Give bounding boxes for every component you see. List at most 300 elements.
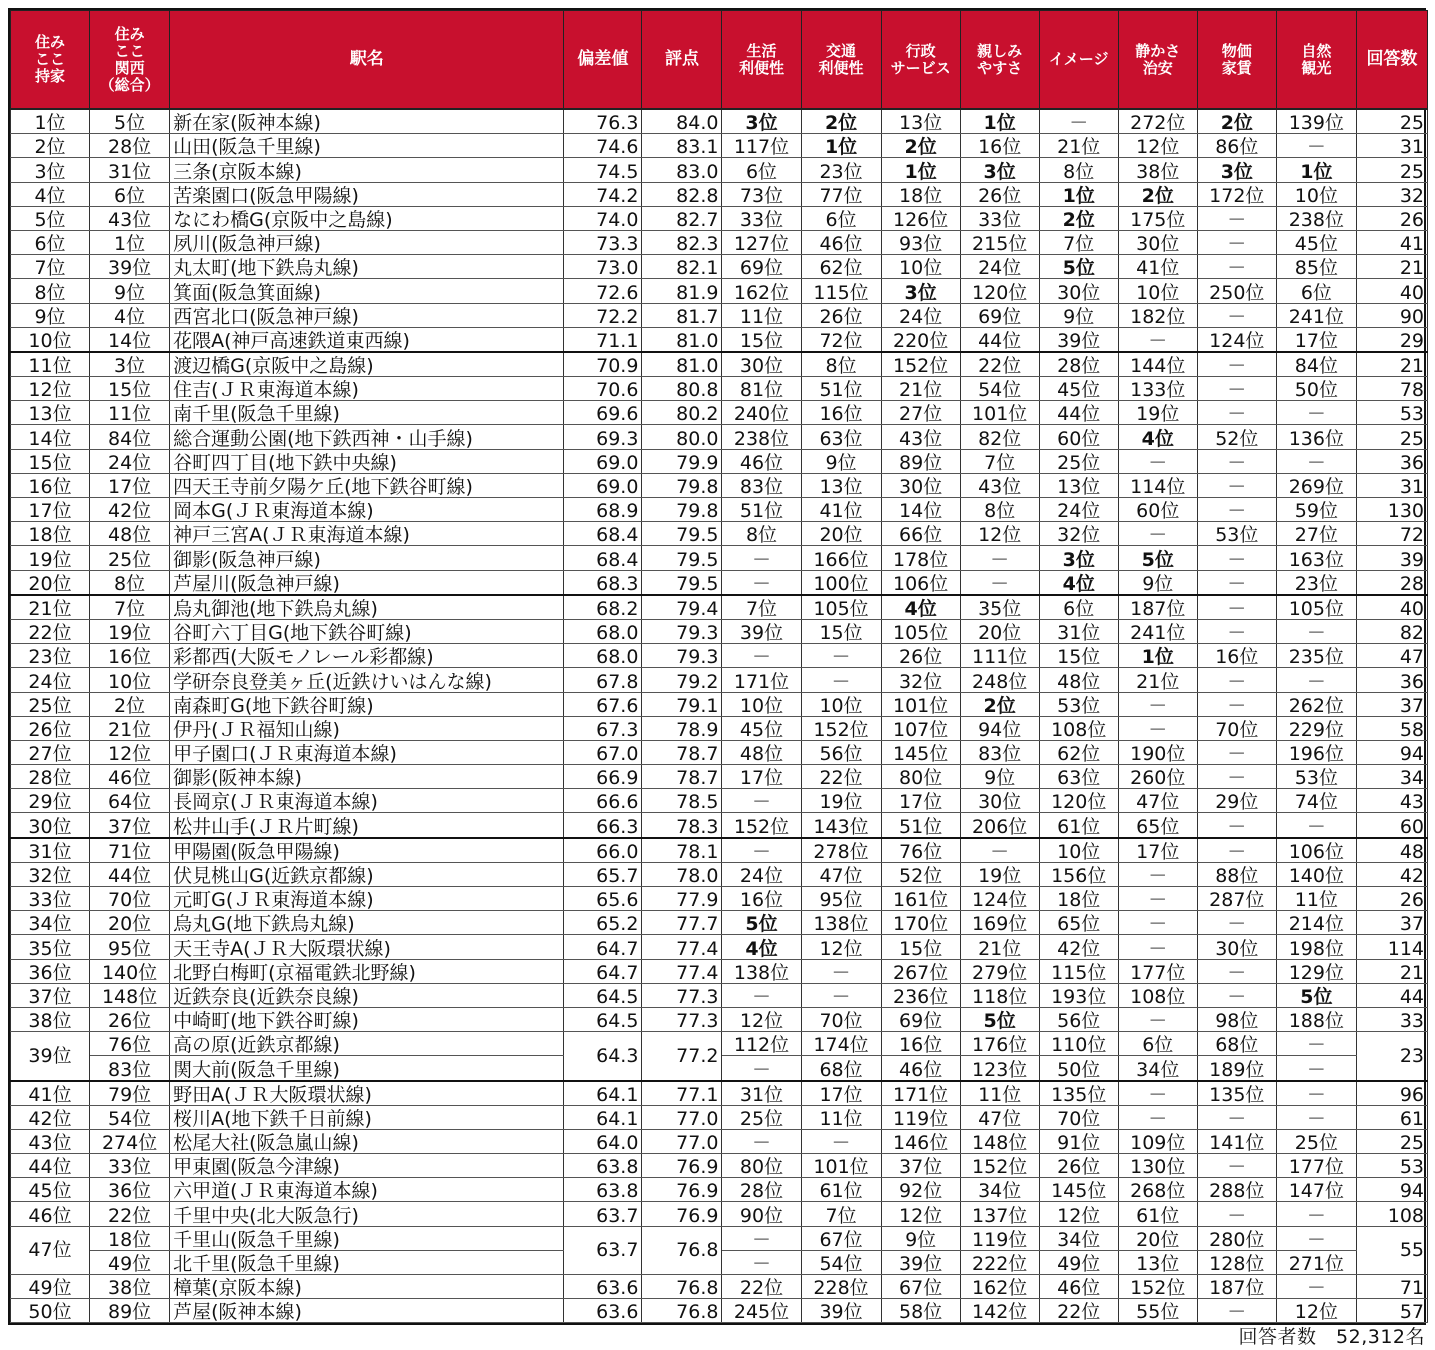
response-count-cell: 90 [1356,303,1427,327]
shizen-rank-cell: 23位 [1276,570,1356,595]
response-count-cell: 40 [1356,279,1427,303]
kotsu-rank-cell: － [801,644,881,668]
station-name-cell: 西宮北口(阪急神戸線) [170,303,564,327]
station-name-cell: 甲東園(阪急今津線) [170,1154,564,1178]
station-name-cell: 谷町四丁目(地下鉄中央線) [170,449,564,473]
top5-highlight: 2位 [904,136,937,158]
gyosei-rank-cell: 101位 [881,692,960,716]
gyosei-rank-cell: 146位 [881,1129,960,1153]
kotsu-rank-cell: 51位 [801,377,881,401]
table-row [11,327,1428,352]
top5-highlight: 5位 [1300,985,1333,1008]
table-row [11,1275,1428,1299]
gyosei-rank-cell: 67位 [881,1275,960,1299]
kotsu-rank-cell: 47位 [801,862,881,886]
seikatsu-rank-cell: 11位 [722,303,801,327]
header-line: 家賃 [1221,58,1252,77]
gyosei-rank-cell: 171位 [881,1081,960,1106]
image-rank-cell: 39位 [1039,327,1118,352]
seikatsu-rank-cell: 73位 [722,182,801,206]
table-row [11,1226,1428,1250]
bukka-rank-cell: 187位 [1197,1275,1276,1299]
hensachi-cell: 64.7 [564,935,642,959]
bukka-rank-cell: － [1197,668,1276,692]
shitashimi-rank-cell [960,692,1039,716]
rank-cell: 39位 [11,1032,90,1081]
hensachi-cell: 69.6 [564,401,642,425]
hyoten-cell: 76.8 [642,1226,722,1274]
header-line: 物価 [1221,41,1252,60]
ranking-table-container [8,8,1426,1325]
rank-cell: 26位 [11,716,90,740]
seikatsu-rank-cell: 24位 [722,862,801,886]
shitashimi-rank-cell: 248位 [960,668,1039,692]
response-count-cell: 60 [1356,813,1427,838]
response-count-cell: 53 [1356,401,1427,425]
shizen-rank-cell: 12位 [1276,1299,1356,1323]
seikatsu-rank-cell: 69位 [722,255,801,279]
table-row [11,109,1428,134]
seikatsu-rank-cell: 15位 [722,327,801,352]
shitashimi-rank-cell: 34位 [960,1178,1039,1202]
hyoten-cell: 79.5 [642,522,722,546]
top5-highlight: 5位 [1062,257,1095,279]
kotsu-rank-cell: 20位 [801,522,881,546]
bukka-rank-cell: － [1197,570,1276,595]
bukka-rank-cell [1197,109,1276,134]
gyosei-rank-cell: 39位 [881,1250,960,1274]
shitashimi-rank-cell: 16位 [960,134,1039,158]
hyoten-cell: 77.7 [642,911,722,935]
kotsu-rank-cell: 101位 [801,1154,881,1178]
kotsu-rank-cell: 100位 [801,570,881,595]
gyosei-rank-cell: 119位 [881,1105,960,1129]
seikatsu-rank-cell: 25位 [722,1105,801,1129]
kotsu-rank-cell: 8位 [801,352,881,377]
table-row [11,619,1428,643]
shizuka-rank-cell: － [1118,522,1197,546]
header-line: 駅名 [349,49,384,69]
shizen-rank-cell: 53位 [1276,765,1356,789]
shizen-rank-cell: 25位 [1276,1129,1356,1153]
shizuka-rank-cell: － [1118,327,1197,352]
hyoten-cell: 79.5 [642,570,722,595]
gyosei-rank-cell: 89位 [881,449,960,473]
bukka-rank-cell: － [1197,813,1276,838]
shizuka-rank-cell: 20位 [1118,1226,1197,1250]
top5-highlight: 2位 [983,694,1016,717]
shizuka-rank-cell: － [1118,1081,1197,1106]
shizuka-rank-cell: － [1118,692,1197,716]
station-name-cell: 千里中央(北大阪急行) [170,1202,564,1226]
hensachi-cell: 68.0 [564,644,642,668]
rank-cell: 1位 [11,109,90,134]
gyosei-rank-cell: 30位 [881,473,960,497]
station-name-cell: 近鉄奈良(近鉄奈良線) [170,983,564,1007]
rank-cell: 32位 [11,862,90,886]
hensachi-cell: 73.3 [564,230,642,254]
image-rank-cell: 48位 [1039,668,1118,692]
shizen-rank-cell: 238位 [1276,206,1356,230]
table-row [11,740,1428,764]
shizuka-rank-cell: 17位 [1118,838,1197,863]
shitashimi-rank-cell: 123位 [960,1056,1039,1081]
response-count-cell: 43 [1356,789,1427,813]
gyosei-rank-cell: 161位 [881,887,960,911]
bukka-rank-cell: 52位 [1197,425,1276,449]
header-line: 交通 [826,41,857,60]
rank-cell: 36位 [11,959,90,983]
kotsu-rank-cell: 115位 [801,279,881,303]
gyosei-rank-cell [881,158,960,182]
shitashimi-rank-cell: 279位 [960,959,1039,983]
hensachi-cell: 68.2 [564,595,642,620]
header-image [1039,11,1118,110]
kansai-rank-cell: 18位 [90,1226,170,1250]
hyoten-cell: 79.9 [642,449,722,473]
table-row [11,1129,1428,1153]
gyosei-rank-cell: 152位 [881,352,960,377]
header-line: 住み [35,33,66,51]
hensachi-cell: 67.3 [564,716,642,740]
rank-cell: 35位 [11,935,90,959]
hyoten-cell: 78.1 [642,838,722,863]
bukka-rank-cell: － [1197,838,1276,863]
hensachi-cell: 63.7 [564,1202,642,1226]
hensachi-cell: 74.2 [564,182,642,206]
header-station [170,11,564,110]
hensachi-cell: 65.2 [564,911,642,935]
gyosei-rank-cell: 76位 [881,838,960,863]
hensachi-cell: 72.2 [564,303,642,327]
kotsu-rank-cell: 54位 [801,1250,881,1274]
bukka-rank-cell: 98位 [1197,1007,1276,1031]
rank-cell: 9位 [11,303,90,327]
bukka-rank-cell: 141位 [1197,1129,1276,1153]
gyosei-rank-cell: 220位 [881,327,960,352]
seikatsu-rank-cell: 28位 [722,1178,801,1202]
response-count-cell: 44 [1356,983,1427,1007]
kansai-rank-cell: 70位 [90,887,170,911]
seikatsu-rank-cell: 83位 [722,473,801,497]
table-row [11,1007,1428,1031]
header-line: ここ [35,50,66,68]
shizuka-rank-cell: 144位 [1118,352,1197,377]
shizuka-rank-cell: 177位 [1118,959,1197,983]
response-count-cell: 32 [1356,182,1427,206]
kansai-rank-cell: 8位 [90,570,170,595]
hyoten-cell: 77.3 [642,983,722,1007]
response-count-cell: 28 [1356,570,1427,595]
kotsu-rank-cell: 70位 [801,1007,881,1031]
kotsu-rank-cell: 16位 [801,401,881,425]
bukka-rank-cell: 288位 [1197,1178,1276,1202]
station-name-cell: 御影(阪急神戸線) [170,546,564,570]
rank-cell: 17位 [11,498,90,522]
shizen-rank-cell: － [1276,1056,1356,1081]
rank-cell: 4位 [11,182,90,206]
kansai-rank-cell: 9位 [90,279,170,303]
shitashimi-rank-cell: 215位 [960,230,1039,254]
shizen-rank-cell: 198位 [1276,935,1356,959]
gyosei-rank-cell: 18位 [881,182,960,206]
response-count-cell: 130 [1356,498,1427,522]
kansai-rank-cell: 95位 [90,935,170,959]
response-count-cell: 33 [1356,1007,1427,1031]
rank-cell: 46位 [11,1202,90,1226]
bukka-rank-cell: － [1197,473,1276,497]
shizuka-rank-cell: － [1118,1105,1197,1129]
header-line: 持家 [35,67,66,85]
kansai-rank-cell: 42位 [90,498,170,522]
kansai-rank-cell: 44位 [90,862,170,886]
bukka-rank-cell: － [1197,449,1276,473]
hyoten-cell: 76.8 [642,1299,722,1323]
shizuka-rank-cell: 133位 [1118,377,1197,401]
station-name-cell: 松井山手(ＪＲ片町線) [170,813,564,838]
table-row [11,473,1428,497]
shitashimi-rank-cell: 83位 [960,740,1039,764]
shizuka-rank-cell: 109位 [1118,1129,1197,1153]
shitashimi-rank-cell: 7位 [960,449,1039,473]
kotsu-rank-cell: 95位 [801,887,881,911]
gyosei-rank-cell: 66位 [881,522,960,546]
hyoten-cell: 78.5 [642,789,722,813]
hensachi-cell: 69.3 [564,425,642,449]
kansai-rank-cell: 49位 [90,1250,170,1274]
rank-cell: 23位 [11,644,90,668]
shizen-rank-cell: 269位 [1276,473,1356,497]
shitashimi-rank-cell: 101位 [960,401,1039,425]
image-rank-cell: 62位 [1039,740,1118,764]
hensachi-cell: 69.0 [564,473,642,497]
shizen-rank-cell: － [1276,1105,1356,1129]
table-row [11,206,1428,230]
seikatsu-rank-cell: 112位 [722,1032,801,1056]
station-name-cell: 新在家(阪神本線) [170,109,564,134]
top5-highlight: 3位 [904,281,937,303]
table-row [11,255,1428,279]
response-count-cell: 108 [1356,1202,1427,1226]
station-name-cell: 野田A(ＪＲ大阪環状線) [170,1081,564,1106]
image-rank-cell: 6位 [1039,595,1118,620]
gyosei-rank-cell: 27位 [881,401,960,425]
hyoten-cell: 79.8 [642,473,722,497]
kotsu-rank-cell: 68位 [801,1056,881,1081]
table-row [11,522,1428,546]
response-count-cell: 37 [1356,692,1427,716]
seikatsu-rank-cell: － [722,789,801,813]
image-rank-cell: 145位 [1039,1178,1118,1202]
header-hyoten [642,11,722,110]
shitashimi-rank-cell: 9位 [960,765,1039,789]
seikatsu-rank-cell: 162位 [722,279,801,303]
header-line: 観光 [1301,58,1332,77]
bukka-rank-cell [1197,158,1276,182]
response-count-cell: 94 [1356,1178,1427,1202]
response-count-cell: 21 [1356,255,1427,279]
shitashimi-rank-cell: 222位 [960,1250,1039,1274]
kotsu-rank-cell: 26位 [801,303,881,327]
kansai-rank-cell: 10位 [90,668,170,692]
shitashimi-rank-cell: 35位 [960,595,1039,620]
bukka-rank-cell: － [1197,401,1276,425]
shizen-rank-cell: 196位 [1276,740,1356,764]
bukka-rank-cell: 16位 [1197,644,1276,668]
hensachi-cell: 70.9 [564,352,642,377]
image-rank-cell: 65位 [1039,911,1118,935]
shitashimi-rank-cell: 124位 [960,887,1039,911]
header-kansai [90,11,170,110]
top5-highlight: 1位 [1062,184,1095,207]
shizen-rank-cell: 235位 [1276,644,1356,668]
hensachi-cell: 73.0 [564,255,642,279]
seikatsu-rank-cell: － [722,838,801,863]
kotsu-rank-cell: 17位 [801,1081,881,1106]
table-row [11,303,1428,327]
rank-cell: 7位 [11,255,90,279]
shizen-rank-cell: 17位 [1276,327,1356,352]
station-name-cell: 関大前(阪急千里線) [170,1056,564,1081]
hyoten-cell: 77.0 [642,1105,722,1129]
hyoten-cell: 81.0 [642,352,722,377]
shitashimi-rank-cell: 82位 [960,425,1039,449]
rank-cell: 44位 [11,1154,90,1178]
shizuka-rank-cell: 175位 [1118,206,1197,230]
kotsu-rank-cell: 228位 [801,1275,881,1299]
header-line: 治安 [1142,58,1173,77]
rank-cell: 47位 [11,1226,90,1274]
hensachi-cell: 72.6 [564,279,642,303]
table-row [11,377,1428,401]
kotsu-rank-cell [801,134,881,158]
kansai-rank-cell: 33位 [90,1154,170,1178]
top5-highlight: 3位 [1062,548,1095,571]
seikatsu-rank-cell: 33位 [722,206,801,230]
shitashimi-rank-cell: 152位 [960,1154,1039,1178]
response-count-cell: 26 [1356,887,1427,911]
gyosei-rank-cell: 58位 [881,1299,960,1323]
gyosei-rank-cell: 51位 [881,813,960,838]
image-rank-cell [1039,570,1118,595]
hensachi-cell: 64.1 [564,1105,642,1129]
seikatsu-rank-cell: 45位 [722,716,801,740]
hyoten-cell: 78.7 [642,765,722,789]
seikatsu-rank-cell: － [722,1226,801,1250]
table-row [11,1202,1428,1226]
table-row [11,401,1428,425]
response-count-cell: 47 [1356,644,1427,668]
shizen-rank-cell: 214位 [1276,911,1356,935]
kansai-rank-cell: 17位 [90,473,170,497]
hensachi-cell: 74.6 [564,134,642,158]
bukka-rank-cell: 172位 [1197,182,1276,206]
bukka-rank-cell: － [1197,230,1276,254]
hyoten-cell: 79.2 [642,668,722,692]
image-rank-cell: 32位 [1039,522,1118,546]
rank-cell: 30位 [11,813,90,838]
rank-cell: 37位 [11,983,90,1007]
shitashimi-rank-cell: 33位 [960,206,1039,230]
kotsu-rank-cell: 72位 [801,327,881,352]
station-name-cell: 花隈A(神戸高速鉄道東西線) [170,327,564,352]
kotsu-rank-cell: 46位 [801,230,881,254]
kotsu-rank-cell: 10位 [801,692,881,716]
shizen-rank-cell: 163位 [1276,546,1356,570]
image-rank-cell: 44位 [1039,401,1118,425]
hensachi-cell: 74.5 [564,158,642,182]
table-row [11,644,1428,668]
station-name-cell: 中崎町(地下鉄谷町線) [170,1007,564,1031]
hensachi-cell: 63.6 [564,1299,642,1323]
image-rank-cell [1039,206,1118,230]
shizen-rank-cell: 129位 [1276,959,1356,983]
bukka-rank-cell: － [1197,959,1276,983]
table-row [11,959,1428,983]
top5-highlight: 1位 [904,160,937,183]
shitashimi-rank-cell: 148位 [960,1129,1039,1153]
response-count-cell: 72 [1356,522,1427,546]
table-row [11,1105,1428,1129]
table-row [11,983,1428,1007]
rank-cell: 49位 [11,1275,90,1299]
kotsu-rank-cell: 41位 [801,498,881,522]
station-name-cell: 渡辺橋G(京阪中之島線) [170,352,564,377]
top5-highlight: 4位 [1141,427,1174,450]
hensachi-cell: 68.0 [564,619,642,643]
rank-cell: 29位 [11,789,90,813]
header-line: 回答数 [1366,49,1418,69]
kotsu-rank-cell: 62位 [801,255,881,279]
rank-cell: 27位 [11,740,90,764]
bukka-rank-cell: 30位 [1197,935,1276,959]
rank-cell: 33位 [11,887,90,911]
hyoten-cell: 79.3 [642,644,722,668]
kansai-rank-cell: 25位 [90,546,170,570]
kansai-rank-cell: 4位 [90,303,170,327]
shizuka-rank-cell: 6位 [1118,1032,1197,1056]
shizuka-rank-cell: 108位 [1118,983,1197,1007]
top5-highlight: 1位 [824,136,858,158]
table-row [11,182,1428,206]
bukka-rank-cell: － [1197,765,1276,789]
table-row [11,911,1428,935]
top5-highlight: 5位 [745,913,778,935]
shizen-rank-cell: － [1276,619,1356,643]
shizen-rank-cell: － [1276,401,1356,425]
shizen-rank-cell: 177位 [1276,1154,1356,1178]
station-name-cell: なにわ橋G(京阪中之島線) [170,206,564,230]
shizuka-rank-cell: － [1118,449,1197,473]
kotsu-rank-cell: 152位 [801,716,881,740]
kotsu-rank-cell: 11位 [801,1105,881,1129]
kansai-rank-cell: 39位 [90,255,170,279]
kotsu-rank-cell: 61位 [801,1178,881,1202]
station-name-cell: 甲子園口(ＪＲ東海道本線) [170,740,564,764]
rank-cell: 38位 [11,1007,90,1031]
seikatsu-rank-cell: － [722,1250,801,1274]
kotsu-rank-cell [801,109,881,134]
shizuka-rank-cell: 260位 [1118,765,1197,789]
gyosei-rank-cell: 10位 [881,255,960,279]
table-row [11,1081,1428,1106]
header-line: 静かさ [1135,41,1181,60]
kansai-rank-cell: 24位 [90,449,170,473]
header-line: ここ [114,41,145,60]
station-name-cell: 伊丹(ＪＲ福知山線) [170,716,564,740]
seikatsu-rank-cell: － [722,1129,801,1153]
kansai-rank-cell: 71位 [90,838,170,863]
